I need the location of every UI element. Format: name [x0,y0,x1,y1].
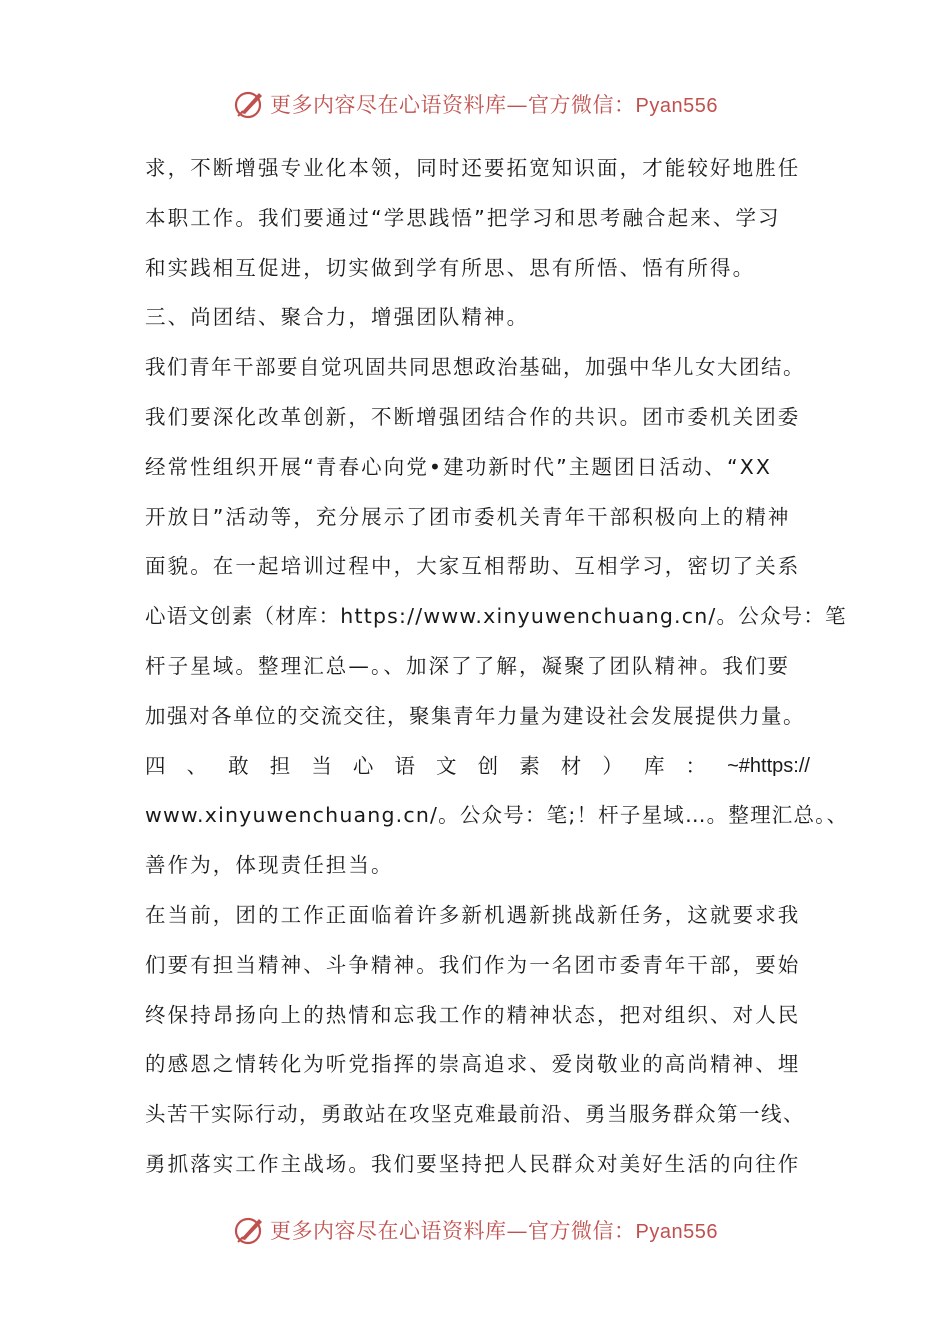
footer-brand-text [270,1215,718,1245]
body-line: 和实践相互促进，切实做到学有所思、思有所悟、悟有所得。 [145,255,756,280]
body-line: 本职工作。我们要通过“学思践悟”把学习和思考融合起来、学习 [145,205,781,230]
spread-char: 当 [311,753,332,778]
spread-char: 四 [145,753,166,778]
spread-char: 语 [394,753,415,778]
body-line: 心语文创素（材库：https://www.xinyuwenchuang.cn/。公众号：笔 [145,604,847,629]
document-body [145,144,849,1190]
spread-char: 库 [643,753,665,778]
footer-wechat-id: Pyan556 [635,1221,718,1243]
spread-char: 担 [269,753,291,778]
section-heading: 三、尚团结、聚合力，增强团队精神。 [145,305,530,330]
body-line: 面貌。在一起培训过程中，大家互相帮助、互相学习，密切了关系 [145,554,801,579]
spread-char: 、 [186,753,208,778]
body-line: 在当前，团的工作正面临着许多新机遇新挑战新任务，这就要求我 [145,902,801,927]
section-heading-spread [145,742,810,792]
body-line: www.xinyuwenchuang.cn/。公众号：笔;！杆子星域…。整理汇总。、 [145,803,849,828]
body-line: 加强对各单位的交流交往，聚集青年力量为建设社会发展提供力量。 [145,703,805,728]
body-line: 头苦干实际行动，勇敢站在攻坚克难最前沿、勇当服务群众第一线、 [145,1102,805,1127]
spread-char: 素 [519,753,540,778]
body-line: 经常性组织开展“青春心向党•建功新时代”主题团日活动、“XX [145,454,773,479]
spread-char: ） [602,753,623,778]
body-line: 开放日”活动等，充分展示了团市委机关青年干部积极向上的精神 [145,504,791,529]
body-line: 的感恩之情转化为听党指挥的崇高追求、爱岗敬业的高尚精神、埋 [145,1052,801,1077]
spread-char: ： [685,753,707,778]
spread-char: 敢 [228,753,249,778]
spread-char: 文 [436,753,457,778]
spread-char: 心 [352,753,374,778]
body-line: 我们要深化改革创新，不断增强团结合作的共识。团市委机关团委 [145,404,801,429]
quill-logo-icon [232,87,266,121]
body-line: 善作为，体现责任担当。 [145,853,394,878]
body-line: 终保持昂扬向上的热情和忘我工作的精神状态，把对组织、对人民 [145,1002,801,1027]
spread-char: ~#https:// [727,754,810,777]
body-line: 们要有担当精神、斗争精神。我们作为一名团市委青年干部，要始 [145,952,801,977]
quill-logo-icon [232,1213,266,1247]
header-brand-text [270,89,718,119]
header-wechat-id: Pyan556 [635,95,718,117]
footer-banner [0,1210,950,1250]
header-brand: 更多内容尽在心语资料库—官方微信： [270,93,636,117]
body-line: 我们青年干部要自觉巩固共同思想政治基础，加强中华儿女大团结。 [145,355,805,380]
body-line: 勇抓落实工作主战场。我们要坚持把人民群众对美好生活的向往作 [145,1151,801,1176]
spread-char: 材 [560,753,582,778]
spread-char: 创 [477,753,499,778]
footer-brand: 更多内容尽在心语资料库—官方微信： [270,1219,636,1243]
body-line: 求，不断增强专业化本领，同时还要拓宽知识面，才能较好地胜任 [145,156,801,180]
header-banner [0,84,950,124]
body-line: 杆子星域。整理汇总—。、加深了了解，凝聚了团队精神。我们要 [145,653,791,678]
